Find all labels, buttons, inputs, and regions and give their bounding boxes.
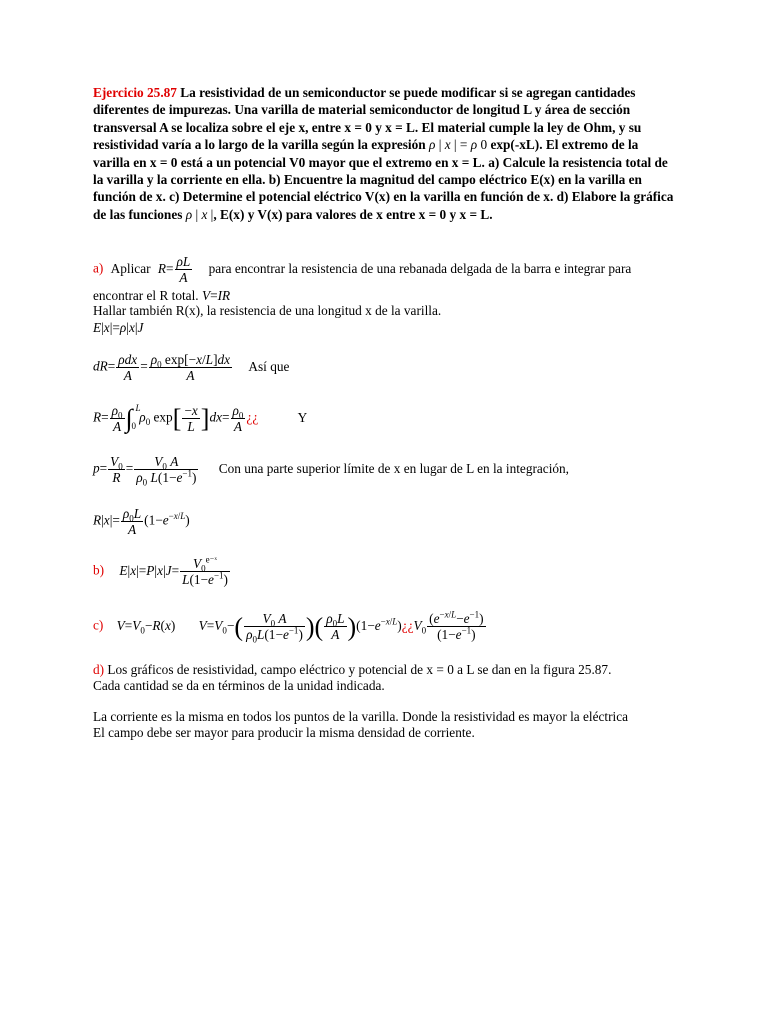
formula-v-x-1: $V=V_0-R(x)$ [116,617,176,636]
formula-dr: dR= $\frac{\text{ρdx}}{A}$ = $\frac{\rho_0 \exp[-x/L]dx}{A}$ Así que [93,352,290,383]
formula-r-integral: R= $\frac{\rho_0}{A}$ ∫ L 0 $\rho_0$ exp[ $\frac{-x}{L}$ ]dx= $\frac{\rho_0}{A}$ ¿¿ Y [93,403,308,434]
part-d-text-3: La corriente es la misma en todos los puntos de la varilla. Donde la resistividad es mayor la eléctrica [93,709,629,724]
formula-e-rho-j: E|x|=ρ|x|J [93,320,144,335]
part-a-text-2: encontrar el R total. [93,288,199,303]
part-d-text-2: Cada cantidad se da en términos de la unidad indicada. [93,678,385,693]
exercise-heading: Ejercicio 25.87 [93,85,177,100]
apply-text: Aplicar [110,260,151,276]
part-a-text-1: para encontrar la resistencia de una rebanada delgada de la barra e integrar para [208,260,632,276]
formula-v-x-2: $V=V_0-$( $\frac{V_0 A}{\rho_0L(1-e^{-1})}$ )( $\frac{\rho_0L}{A}$ )$(1-e^{-x/L})¿¿V_0$ $\frac{(e^{-x/L}-e^{-1})}{(1-e^{-1})}$ [198,609,484,645]
unknown-glyph-2: ¿¿ [401,617,414,633]
part-c-line [93,609,487,645]
problem-statement [93,84,675,223]
inline-formula-rho-x: ρ | x | [185,206,214,222]
problem-text-3: , E(x) y V(x) para valores de x entre x = 0 y x = L. [213,206,493,222]
part-c-label: c) [93,617,104,633]
inline-formula-rho: ρ | x | = ρ 0 [429,137,488,153]
part-b-label: b) [93,562,105,578]
part-a-line-3: Hallar también R(x), la resistencia de una longitud x de la varilla. [93,303,442,318]
y-text: Y [297,409,308,425]
upper-limit-text: Con una parte superior límite de x en lugar de L en la integración, [218,460,570,476]
formula-v-ir: V=IR [201,288,231,303]
part-a-line-1 [93,254,631,285]
problem-text-2: exp(-xL). El extremo de la varilla en x = 0 está a un potencial V0 mayor que el extremo en x = L. a) Calcule la resistencia total de la varilla y la corriente en ella. b) Encuentre la magnitud del campo eléctrico E(x) en la varilla en función de x. c) Determine el potencial eléctrico V(x) en la varilla en función de x. d) Elabore la gráfica de las funciones [93,137,674,222]
part-d-text-4: El campo debe ser mayor para producir la misma densidad de corriente. [93,725,475,740]
unknown-glyph-1: ¿¿ [246,409,259,425]
formula-r-x: R|x|= $\frac{\rho_0L}{A}$ $(1-e^{-x/L})$ [93,506,190,537]
part-a-label: a) [93,260,104,276]
formula-r-rhol-a: R= $\frac{\rho L}{A}$ [157,254,191,285]
formula-e-x: E|x|=P|x|J= $\frac{V_0^{e^-ˣ}}{L(1-e^{-1})}$ [119,554,228,587]
asi-que-text: Así que [248,358,290,374]
conclusion-paragraph [93,709,693,741]
formula-p: p= $\frac{V_0}{R}$ = $\frac{V_0 A}{\rho_0 L(1-e^{-1})}$ Con una parte superior límite de x en lugar de L en la integración, [93,454,570,488]
part-d-label: d) [93,662,105,677]
problem-text-1: La resistividad de un semiconductor se puede modificar si se agregan cantidades diferentes de impurezas. Una varilla de material semiconductor de longitud L y área de sección transversal A se localiza sobre el eje x, entre x = 0 y x = L. El material cumple la ley de Ohm, y su resistividad varía a lo largo de la varilla según la expresión [93,85,642,153]
part-d-paragraph [93,662,693,694]
part-b-line [93,556,231,587]
part-d-text-1: Los gráficos de resistividad, campo eléctrico y potencial de x = 0 a L se dan en la figura 25.87. [104,662,612,677]
